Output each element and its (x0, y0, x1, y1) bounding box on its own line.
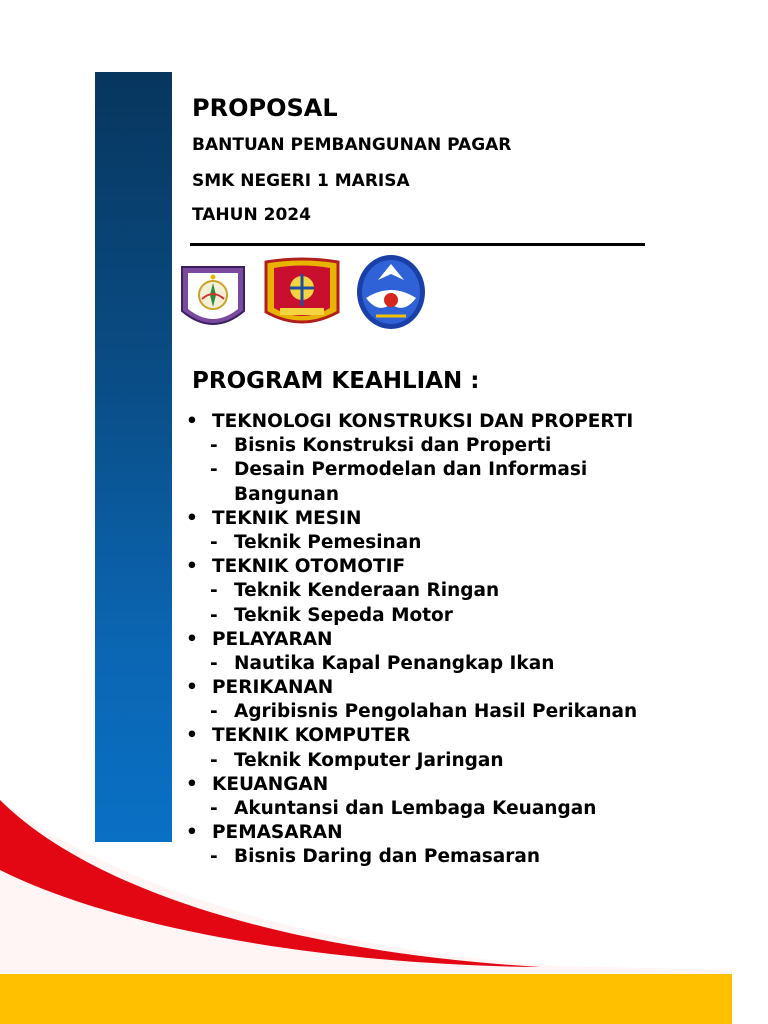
program-sub-item (186, 604, 706, 628)
program-item-label: TEKNIK KOMPUTER (212, 725, 411, 747)
program-item (186, 628, 706, 652)
program-sub-item (186, 458, 706, 482)
blue-side-bar (95, 72, 172, 842)
dash-mark: - (210, 701, 218, 723)
program-item (186, 410, 706, 434)
program-sub-item-label: Teknik Sepeda Motor (234, 604, 453, 626)
bullet-mark: • (186, 822, 198, 844)
program-sub-item-label: Teknik Kenderaan Ringan (234, 580, 500, 602)
program-sub-item (186, 434, 706, 458)
program-item-label: PEMASARAN (212, 822, 343, 844)
dash-mark: - (210, 846, 218, 868)
tut-wuri-handayani-icon (354, 254, 428, 332)
regency-emblem-icon (178, 259, 248, 334)
program-sub-item (186, 749, 706, 773)
dash-mark: - (210, 580, 218, 602)
dash-mark: - (210, 435, 218, 457)
program-list (186, 410, 706, 870)
title-divider (190, 243, 645, 246)
program-item (186, 773, 706, 797)
program-sub-item (186, 845, 706, 869)
dash-mark: - (210, 652, 218, 674)
dash-mark: - (210, 798, 218, 819)
bullet-mark: • (186, 773, 198, 795)
program-item (186, 724, 706, 748)
subtitle-line-1: BANTUAN PEMBANGUNAN PAGAR (192, 135, 512, 155)
dash-mark: - (210, 604, 218, 626)
dash-mark: - (210, 531, 218, 553)
program-title: PROGRAM KEAHLIAN : (192, 368, 480, 394)
program-sub-item-label: Agribisnis Pengolahan Hasil Perikanan (234, 701, 638, 723)
program-sub-item (186, 531, 706, 555)
program-item (186, 507, 706, 531)
program-sub-item (186, 652, 706, 676)
dash-mark: - (210, 749, 218, 771)
bullet-mark: • (186, 725, 198, 747)
dash-mark: - (210, 459, 218, 481)
bullet-mark: • (186, 628, 198, 650)
program-sub-item (186, 700, 706, 724)
bullet-mark: • (186, 556, 198, 578)
subtitle-line-3: TAHUN 2024 (192, 205, 311, 225)
program-sub-item (186, 579, 706, 603)
program-sub-item-label: Teknik Pemesinan (234, 531, 422, 553)
program-item (186, 555, 706, 579)
program-sub-item-label: Teknik Komputer Jaringan (234, 749, 504, 771)
program-sub-item (186, 797, 706, 821)
program-sub-item-label: Desain Permodelan dan Informasi (234, 459, 588, 481)
subtitle-line-2: SMK NEGERI 1 MARISA (192, 171, 410, 191)
school-emblem-icon (262, 256, 342, 330)
bullet-mark: • (186, 411, 198, 432)
program-item-label: TEKNIK OTOMOTIF (212, 556, 406, 578)
yellow-band (0, 974, 732, 1024)
bullet-mark: • (186, 507, 198, 529)
program-item (186, 821, 706, 845)
program-item (186, 676, 706, 700)
program-item-label: KEUANGAN (212, 773, 329, 795)
program-sub-item-label: Bisnis Daring dan Pemasaran (234, 846, 541, 868)
program-item-label: TEKNOLOGI KONSTRUKSI DAN PROPERTI (212, 411, 634, 432)
program-sub-item-label: Bangunan (234, 483, 339, 505)
program-sub-item-label: Akuntansi dan Lembaga Keuangan (234, 798, 597, 819)
program-sub-item-label: Bisnis Konstruksi dan Properti (234, 435, 552, 457)
program-item-label: TEKNIK MESIN (212, 507, 362, 529)
program-item-label: PELAYARAN (212, 628, 333, 650)
page-title: PROPOSAL (192, 94, 338, 122)
program-sub-item-label: Nautika Kapal Penangkap Ikan (234, 652, 555, 674)
program-sub-item-continuation (186, 483, 706, 507)
title-block (192, 92, 512, 225)
bullet-mark: • (186, 677, 198, 699)
program-item-label: PERIKANAN (212, 677, 334, 699)
